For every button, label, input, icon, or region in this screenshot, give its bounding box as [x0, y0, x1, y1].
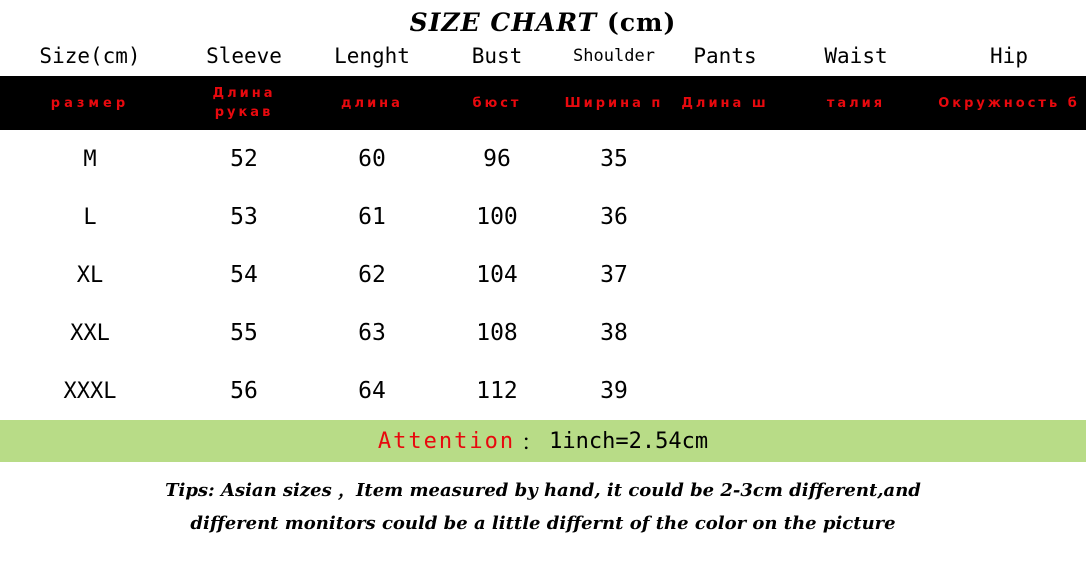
attention-text: 1inch=2.54cm — [549, 428, 709, 454]
col-header-length: Lenght — [334, 44, 410, 68]
page-title — [0, 0, 1086, 38]
col-header-size: Size(cm) — [39, 44, 141, 68]
cell-waist — [780, 304, 932, 362]
attention-banner — [0, 420, 1086, 462]
col-header-ru-pants: Длина ш — [670, 76, 780, 130]
cell-sleeve: 52 — [230, 146, 258, 172]
table-row — [0, 304, 1086, 362]
cell-size: XXXL — [63, 378, 117, 404]
col-header-pants: Pants — [693, 44, 757, 68]
cell-hip — [932, 130, 1086, 188]
cell-bust: 108 — [476, 320, 518, 346]
cell-hip — [932, 188, 1086, 246]
cell-bust: 112 — [476, 378, 518, 404]
page-title-unit: (cm) — [607, 8, 677, 37]
col-header-ru-size: размер — [0, 76, 180, 130]
table-row — [0, 246, 1086, 304]
cell-pants — [670, 188, 780, 246]
cell-shoulder: 36 — [600, 204, 628, 230]
cell-waist — [780, 130, 932, 188]
page-title-main: SIZE CHART — [409, 8, 598, 37]
cell-sleeve: 56 — [230, 378, 258, 404]
cell-waist — [780, 246, 932, 304]
header-row-english — [0, 38, 1086, 76]
tips-line-1: Tips: Asian sizes ，Item measured by hand, it could be 2-3cm different,and — [165, 480, 921, 501]
cell-shoulder: 37 — [600, 262, 628, 288]
cell-length: 64 — [358, 378, 386, 404]
col-header-waist: Waist — [824, 44, 888, 68]
table-row — [0, 130, 1086, 188]
cell-length: 62 — [358, 262, 386, 288]
cell-pants — [670, 246, 780, 304]
table-row — [0, 188, 1086, 246]
tips-block — [0, 462, 1086, 540]
cell-shoulder: 35 — [600, 146, 628, 172]
cell-size: XXL — [70, 320, 110, 346]
col-header-hip: Hip — [990, 44, 1028, 68]
cell-hip — [932, 246, 1086, 304]
tips-line-2: different monitors could be a little differnt of the color on the picture — [190, 513, 896, 534]
table-head — [0, 38, 1086, 130]
cell-size: XL — [76, 262, 104, 288]
cell-shoulder: 38 — [600, 320, 628, 346]
col-header-ru-hip: Окружность б — [932, 76, 1086, 130]
col-header-ru-bust: бюст — [436, 76, 558, 130]
cell-bust: 100 — [476, 204, 518, 230]
cell-length: 60 — [358, 146, 386, 172]
col-header-ru-length: длина — [308, 76, 436, 130]
col-header-bust: Bust — [471, 44, 523, 68]
cell-pants — [670, 130, 780, 188]
attention-label: Attention — [377, 428, 516, 454]
cell-pants — [670, 304, 780, 362]
cell-waist — [780, 362, 932, 420]
cell-size: L — [83, 204, 97, 230]
size-chart-table — [0, 38, 1086, 420]
table-row — [0, 362, 1086, 420]
table-body — [0, 130, 1086, 420]
cell-size: M — [83, 146, 97, 172]
cell-sleeve: 53 — [230, 204, 258, 230]
col-header-ru-waist: талия — [780, 76, 932, 130]
cell-hip — [932, 304, 1086, 362]
cell-bust: 96 — [483, 146, 511, 172]
col-header-ru-shoulder: Ширина п — [558, 76, 670, 130]
header-row-russian — [0, 76, 1086, 130]
col-header-shoulder: Shoulder — [573, 46, 655, 66]
cell-shoulder: 39 — [600, 378, 628, 404]
cell-hip — [932, 362, 1086, 420]
cell-pants — [670, 362, 780, 420]
cell-sleeve: 55 — [230, 320, 258, 346]
cell-waist — [780, 188, 932, 246]
col-header-ru-sleeve: Длина рукав — [180, 76, 308, 130]
cell-sleeve: 54 — [230, 262, 258, 288]
col-header-sleeve: Sleeve — [206, 44, 282, 68]
cell-length: 61 — [358, 204, 386, 230]
cell-length: 63 — [358, 320, 386, 346]
cell-bust: 104 — [476, 262, 518, 288]
attention-colon: ： — [521, 430, 544, 456]
